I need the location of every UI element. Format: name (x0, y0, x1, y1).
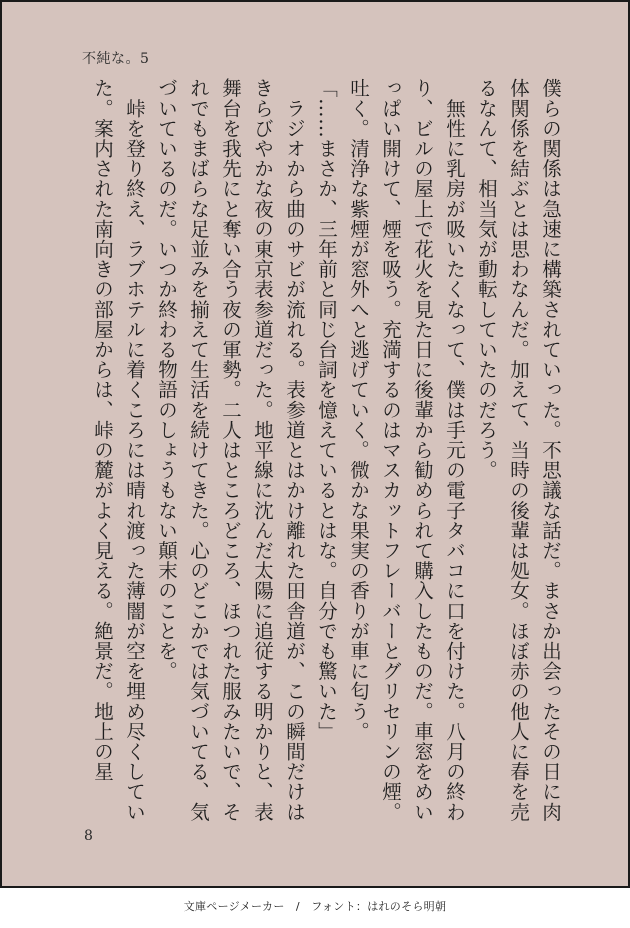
running-header: 不純な。5 (82, 51, 150, 67)
paragraph: 峠を登り終え、ラブホテルに着くころには晴れ渡った薄闇が空を埋め尽くしていた。案内された南向きの部屋からは、峠の麓がよく見える。絶景だ。地上の星 (91, 78, 146, 822)
paragraph: 無性に乳房が吸いたくなって、僕は手元の電子タバコに口を付けた。八月の終わり、ビルの屋上で花火を見た日に後輩から勧められて購入したものだ。車窓をめいっぱい開けて、煙を吸う。充満するのはマスカットフレーバーとグリセリンの煙。吐く。清浄な紫煙が窓外へと逃げていく。微かな果実の香りが車に匂う。 (347, 78, 466, 822)
footer-credit: 文庫ページメーカー / フォント：はれのそら明朝 (183, 900, 447, 913)
paragraph: ラジオから曲のサビが流れる。表参道とはかけ離れた田舎道が、この瞬間だけはきらびやかな夜の東京表参道だった。地平線に沈んだ太陽に追従する明かりと、表舞台を我先にと奪い合う夜の軍勢。二人はところどころ、ほつれた服みたいで、それでもまばらな足並みを揃えて生活を続けてきた。心のどこかでは気づいてる、気づいているのだ。いつか終わる物語のしょうもない顛末のことを。 (155, 78, 306, 822)
dialogue-paragraph: 「……まさか、三年前と同じ台詞を憶えているとはな。自分でも驚いた」 (315, 78, 338, 742)
paragraph: 僕らの関係は急速に構築されていった。不思議な話だ。まさか出会ったその日に肉体関係を結ぶとは思わなんだ。加えて、当時の後輩は処女。ほぼ赤の他人に春を売るなんて、相当気が動転していたのだろう。 (475, 78, 562, 822)
page-number: 8 (84, 828, 93, 844)
vertical-body-text (70, 78, 566, 830)
